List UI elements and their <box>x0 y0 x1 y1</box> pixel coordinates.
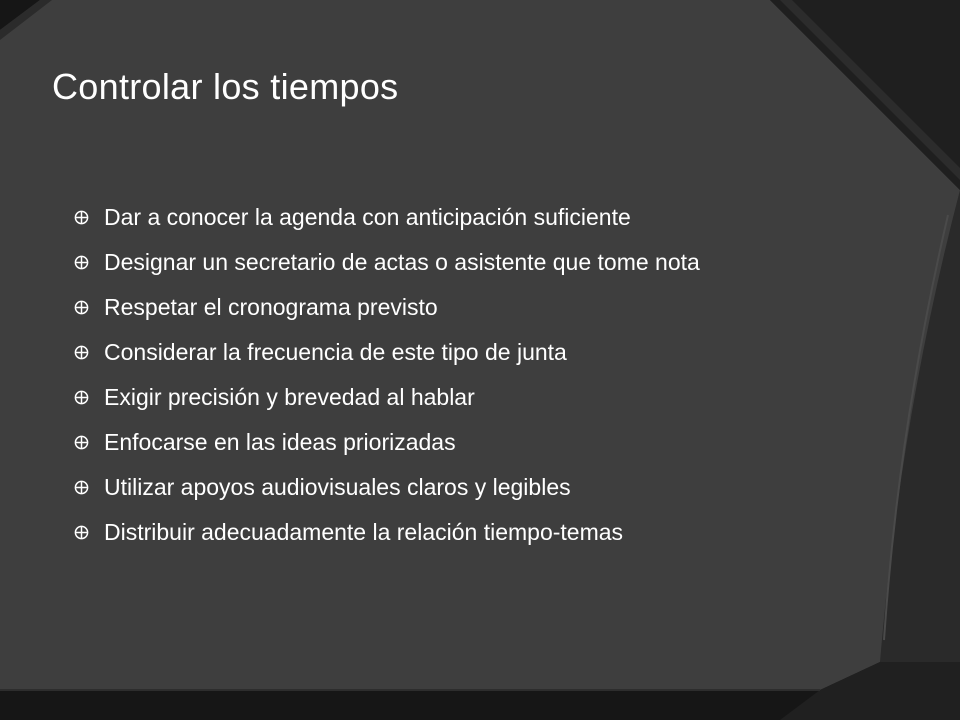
bullet-item <box>74 515 874 549</box>
bullet-item <box>74 200 874 234</box>
crosshair-circle-icon <box>74 300 89 315</box>
slide-title: Controlar los tiempos <box>52 66 399 107</box>
crosshair-circle-icon <box>74 480 89 495</box>
bullet-text: Considerar la frecuencia de este tipo de junta <box>104 339 567 365</box>
bullet-text: Utilizar apoyos audiovisuales claros y legibles <box>104 474 571 500</box>
bullet-list <box>74 200 874 560</box>
bullet-text: Exigir precisión y brevedad al hablar <box>104 384 475 410</box>
bullet-item <box>74 335 874 369</box>
bullet-text: Dar a conocer la agenda con anticipación suficiente <box>104 204 631 230</box>
bullet-item <box>74 425 874 459</box>
crosshair-circle-icon <box>74 525 89 540</box>
crosshair-circle-icon <box>74 435 89 450</box>
crosshair-circle-icon <box>74 345 89 360</box>
bullet-item <box>74 470 874 504</box>
crosshair-circle-icon <box>74 210 89 225</box>
bullet-text: Distribuir adecuadamente la relación tiempo-temas <box>104 519 624 545</box>
bullet-text: Designar un secretario de actas o asistente que tome nota <box>104 249 700 275</box>
crosshair-circle-icon <box>74 390 89 405</box>
bullet-text: Respetar el cronograma previsto <box>104 294 438 320</box>
bullet-text: Enfocarse en las ideas priorizadas <box>104 429 456 455</box>
bullet-item <box>74 245 874 279</box>
bullet-item <box>74 290 874 324</box>
crosshair-circle-icon <box>74 255 89 270</box>
bullet-item <box>74 380 874 414</box>
